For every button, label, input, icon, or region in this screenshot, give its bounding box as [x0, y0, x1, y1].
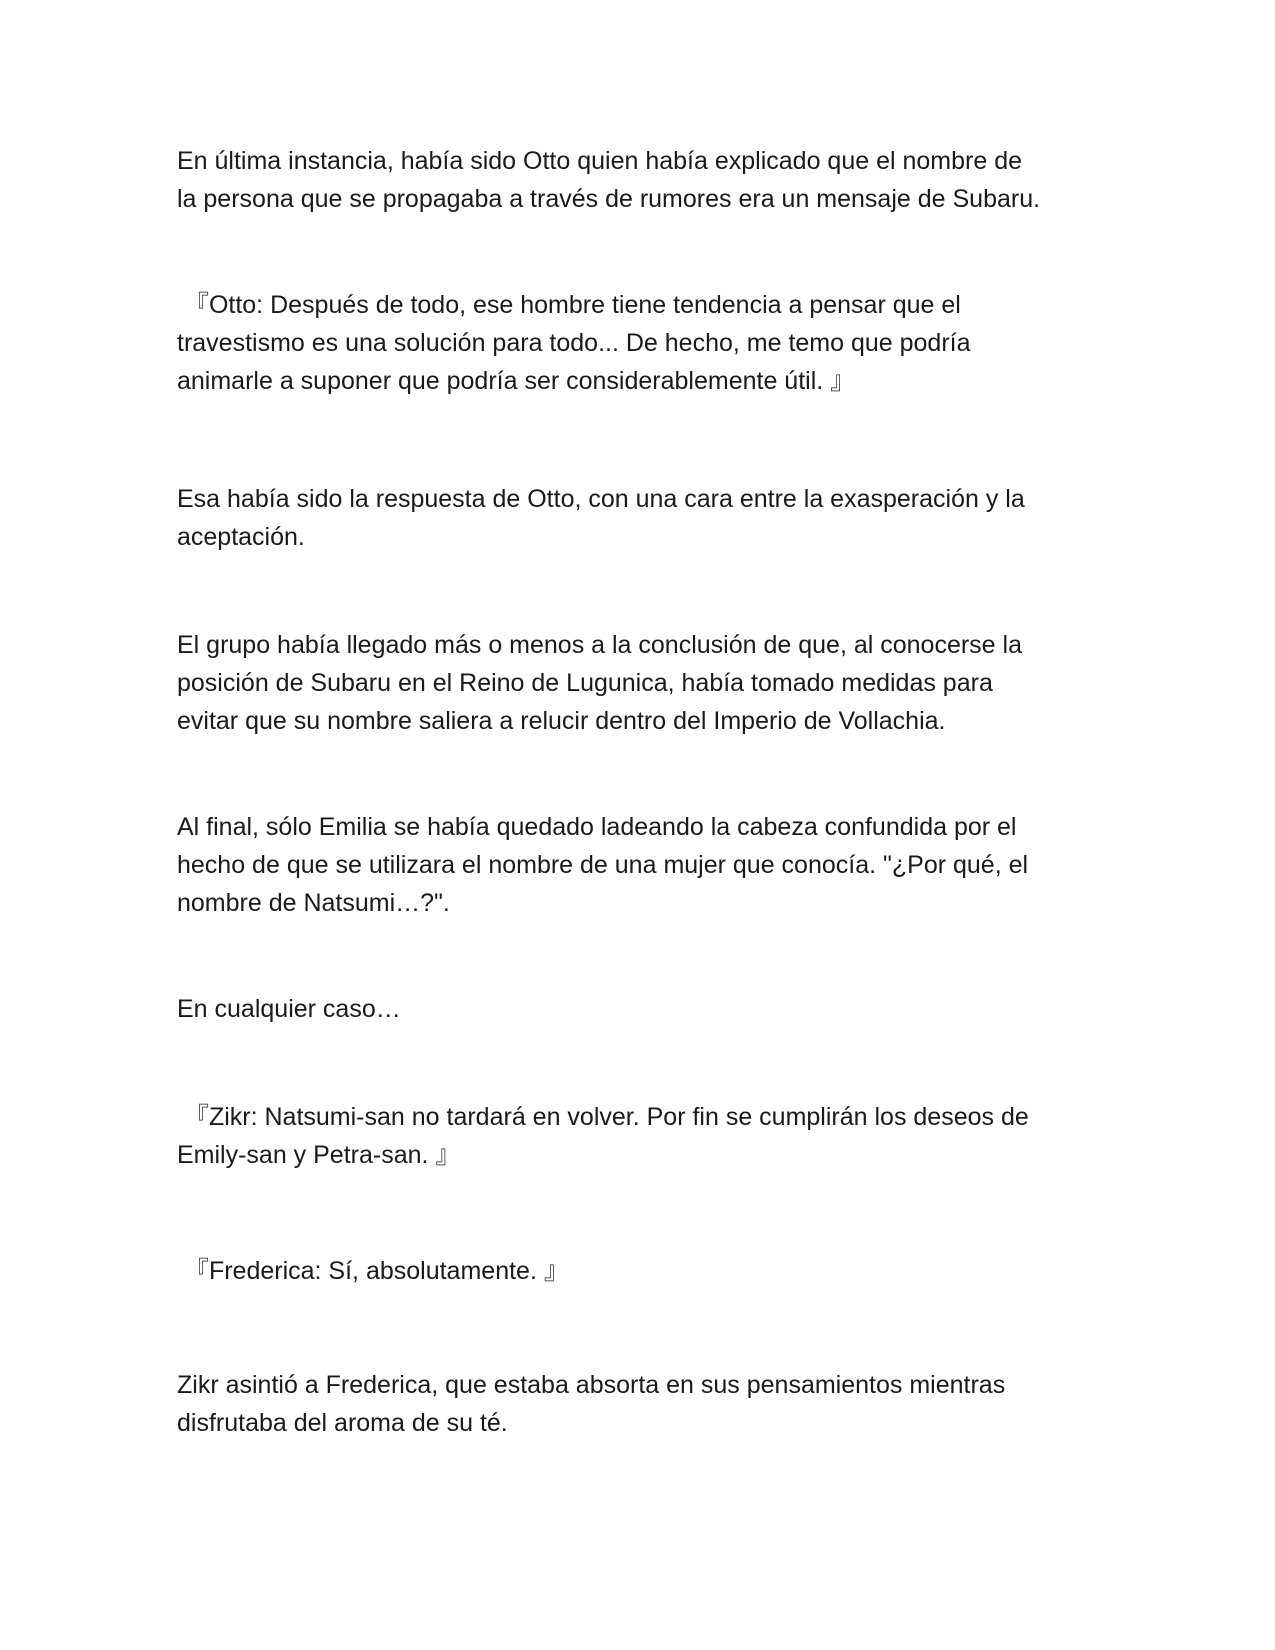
paragraph-dialogue-zikr: 『Zikr: Natsumi-san no tardará en volver. Por fin se cumplirán los deseos de Emily-san y Petra-san. 』 [177, 1103, 1029, 1169]
paragraph-narration-otto-response: Esa había sido la respuesta de Otto, con una cara entre la exasperación y la aceptación. [177, 485, 1025, 551]
paragraph-narration-zikr-nods: Zikr asintió a Frederica, que estaba absorta en sus pensamientos mientras disfrutaba del aroma de su té. [177, 1371, 1006, 1437]
paragraph-narration-transition: En cualquier caso… [177, 995, 401, 1023]
paragraph-narration-group-conclusion: El grupo había llegado más o menos a la conclusión de que, al conocerse la posición de Subaru en el Reino de Lugunica, había tomado medidas para evitar que su nombre saliera a relucir dentro del Imperio de Vollachia. [177, 631, 1022, 735]
paragraph-dialogue-otto: 『Otto: Después de todo, ese hombre tiene tendencia a pensar que el travestismo es una solución para todo... De hecho, me temo que podría animarle a suponer que podría ser considerablemente útil. 』 [177, 291, 971, 395]
paragraph-narration-emilia: Al final, sólo Emilia se había quedado ladeando la cabeza confundida por el hecho de que se utilizara el nombre de una mujer que conocía. "¿Por qué, el nombre de Natsumi…?". [177, 813, 1029, 917]
paragraph-narration-otto-explanation: En última instancia, había sido Otto quien había explicado que el nombre de la persona que se propagaba a través de rumores era un mensaje de Subaru. [177, 147, 1041, 213]
paragraph-dialogue-frederica: 『Frederica: Sí, absolutamente. 』 [177, 1257, 569, 1285]
